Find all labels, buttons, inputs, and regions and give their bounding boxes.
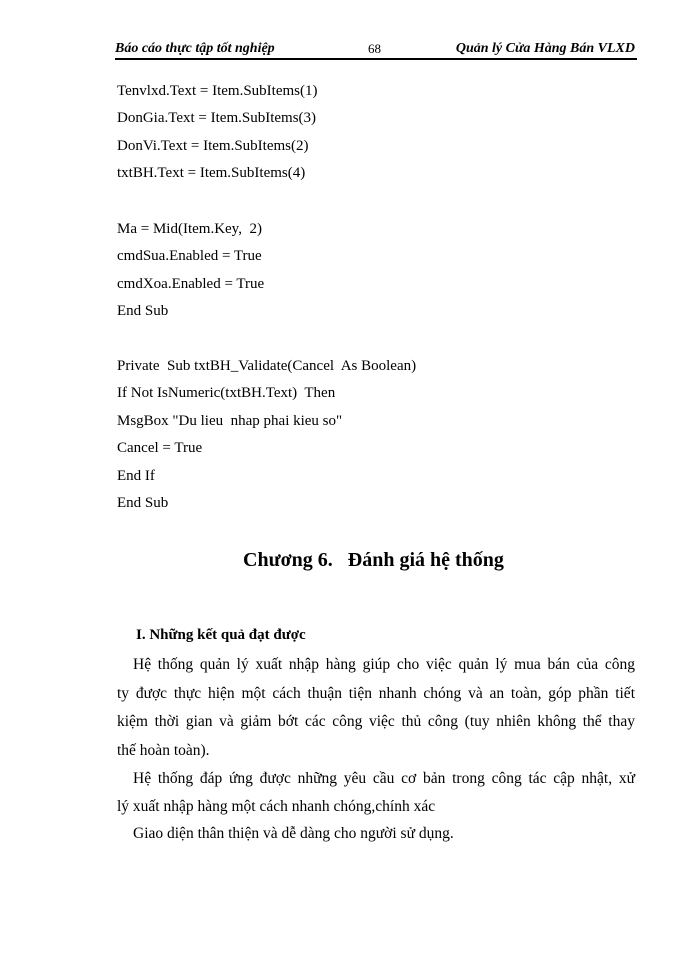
page-header (115, 40, 637, 60)
code-line: Tenvlxd.Text = Item.SubItems(1) (117, 83, 318, 99)
paragraph-line: kiệm thời gian và giảm bớt các công việc thủ công (tuy nhiên không thể thay (117, 713, 635, 730)
code-line: cmdSua.Enabled = True (117, 248, 262, 264)
section-heading: I. Những kết quả đạt được (136, 627, 306, 643)
header-project-title: Quản lý Cửa Hàng Bán VLXD (455, 41, 635, 56)
paragraph-line: Giao diện thân thiện và dễ dàng cho người sử dụng. (133, 825, 454, 842)
code-line: If Not IsNumeric(txtBH.Text) Then (117, 385, 336, 401)
paragraph-line: ty được thực hiện một cách thuận tiện nhanh chóng và an toàn, góp phần tiết (117, 685, 635, 702)
code-line: Private Sub txtBH_Validate(Cancel As Boolean) (117, 358, 417, 374)
header-report-title: Báo cáo thực tập tốt nghiệp (115, 41, 275, 56)
code-line: End Sub (117, 495, 169, 511)
code-line: DonVi.Text = Item.SubItems(2) (117, 138, 309, 154)
paragraph-line: lý xuất nhập hàng một cách nhanh chóng,chính xác (117, 798, 436, 815)
code-line: End If (117, 468, 155, 484)
code-line: Ma = Mid(Item.Key, 2) (117, 221, 262, 237)
code-line: MsgBox "Du lieu nhap phai kieu so" (117, 413, 343, 429)
code-line: End Sub (117, 303, 169, 319)
code-line: Cancel = True (117, 440, 203, 456)
paragraph-line: Hệ thống đáp ứng được những yêu cầu cơ bản trong công tác cập nhật, xử (133, 770, 635, 787)
paragraph-line: Hệ thống quản lý xuất nhập hàng giúp cho việc quản lý mua bán của công (133, 656, 635, 673)
paragraph-line: thế hoàn toàn). (117, 742, 210, 759)
code-line: cmdXoa.Enabled = True (117, 276, 265, 292)
code-line: txtBH.Text = Item.SubItems(4) (117, 165, 306, 181)
code-line: DonGia.Text = Item.SubItems(3) (117, 110, 317, 126)
chapter-title: Chương 6. Đánh giá hệ thống (243, 549, 504, 571)
page-number: 68 (368, 41, 381, 56)
